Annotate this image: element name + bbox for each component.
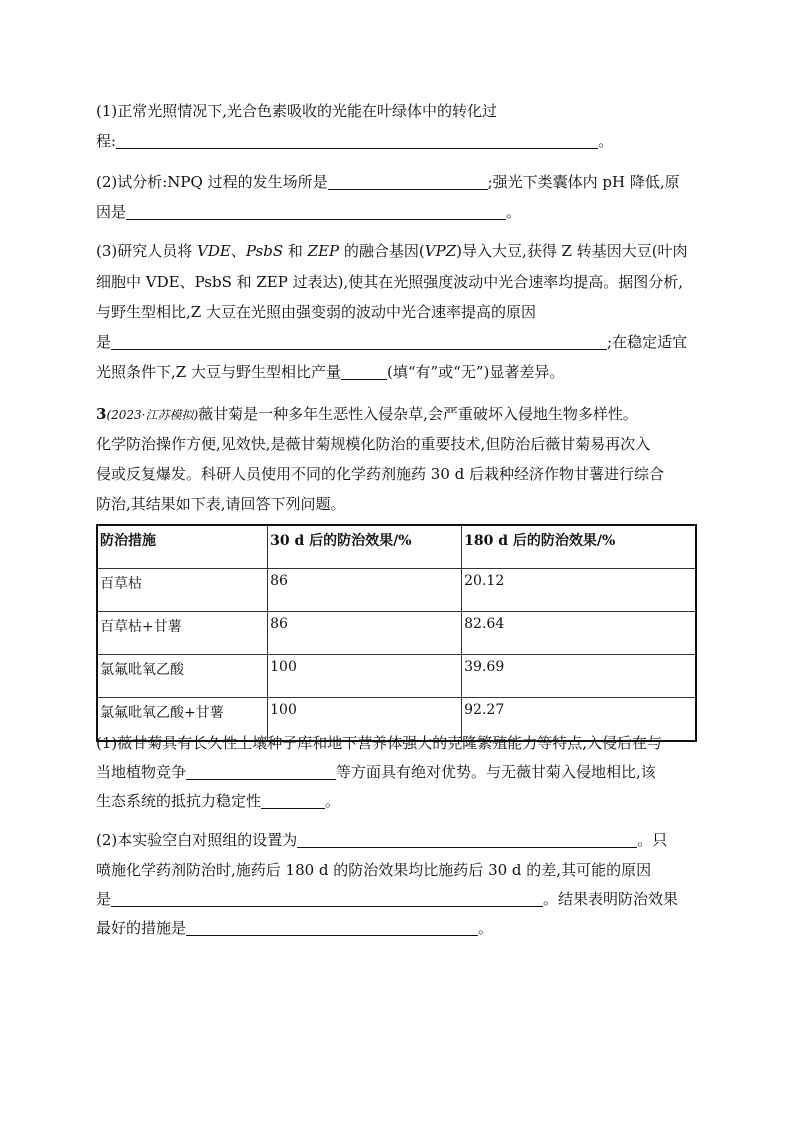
table-header: 180 d 后的防治效果/% bbox=[462, 525, 696, 569]
q2-reason-blank[interactable] bbox=[126, 203, 506, 220]
q1-line2-prefix: 程: bbox=[96, 132, 117, 150]
q3-l1-text-e: )导入大豆,获得 Z 转基因大豆(叶肉 bbox=[456, 242, 688, 260]
p3q1-stability-blank[interactable] bbox=[261, 792, 325, 809]
q2-site-blank[interactable] bbox=[328, 173, 488, 190]
table-cell: 92.27 bbox=[462, 698, 696, 742]
gene-psbs: PsbS bbox=[245, 242, 284, 260]
gene-zep: ZEP bbox=[307, 242, 340, 260]
p3q2-reason-blank[interactable] bbox=[111, 890, 543, 907]
q3-line5-suffix: (填“有”或“无”)显著差异。 bbox=[386, 363, 565, 381]
problem3-line4: 防治,其结果如下表,请回答下列问题。 bbox=[96, 495, 346, 513]
table-header: 30 d 后的防治效果/% bbox=[268, 525, 462, 569]
q2-line2 bbox=[96, 202, 521, 222]
p3q1-line2 bbox=[96, 762, 656, 782]
q3-line4-suffix: ;在稳定适宜 bbox=[607, 333, 688, 351]
p3q1-line2-prefix: 当地植物竞争 bbox=[96, 763, 187, 781]
q1-line1: (1)正常光照情况下,光合色素吸收的光能在叶绿体中的转化过 bbox=[96, 102, 498, 120]
table-cell: 氯氟吡氧乙酸+甘薯 bbox=[97, 698, 268, 742]
p3q2-line4-prefix: 最好的措施是 bbox=[96, 919, 187, 937]
problem-number: 3 bbox=[96, 405, 107, 423]
q3-line4 bbox=[96, 332, 687, 352]
q3-l1-text-b: 、 bbox=[230, 242, 246, 260]
q3-l1-text-c: 和 bbox=[283, 242, 308, 260]
q2-line1-suffix: ;强光下类囊体内 pH 降低,原 bbox=[487, 173, 680, 191]
q2-line2-suffix: 。 bbox=[506, 203, 522, 221]
table-row bbox=[97, 655, 696, 698]
table-row bbox=[97, 569, 696, 612]
problem3-line1-text: 薇甘菊是一种多年生恶性入侵杂草,会严重破坏入侵地生物多样性。 bbox=[198, 405, 638, 423]
p3q1-line3 bbox=[96, 791, 340, 811]
q3-line4-prefix: 是 bbox=[96, 333, 112, 351]
p3q2-line1 bbox=[96, 830, 667, 850]
table-cell: 百草枯+甘薯 bbox=[97, 612, 268, 655]
table-row bbox=[97, 612, 696, 655]
p3q2-control-blank[interactable] bbox=[297, 831, 637, 848]
table-cell: 100 bbox=[268, 698, 462, 742]
table-cell: 82.64 bbox=[462, 612, 696, 655]
p3q2-line1-prefix: (2)本实验空白对照组的设置为 bbox=[96, 831, 298, 849]
gene-vpz: VPZ bbox=[424, 242, 457, 260]
table-cell: 百草枯 bbox=[97, 569, 268, 612]
q1-line2-suffix: 。 bbox=[598, 132, 614, 150]
gene-vde: VDE bbox=[197, 242, 231, 260]
q3-line3: 与野生型相比,Z 大豆在光照由强变弱的波动中光合速率提高的原因 bbox=[96, 303, 536, 321]
results-table bbox=[96, 524, 697, 742]
table-header: 防治措施 bbox=[97, 525, 268, 569]
q3-line2: 细胞中 VDE、PsbS 和 ZEP 过表达),使其在光照强度波动中光合速率均提高。据图分析, bbox=[96, 273, 684, 291]
p3q1-line3-suffix: 。 bbox=[325, 792, 341, 810]
p3q1-line1: (1)薇甘菊具有长久性土壤种子库和地下营养体强大的克隆繁殖能力等特点,入侵后在与 bbox=[96, 734, 663, 752]
p3q2-line4-suffix: 。 bbox=[478, 919, 494, 937]
q3-yield-blank[interactable] bbox=[341, 363, 387, 380]
p3q2-line1-suffix: 。只 bbox=[637, 831, 668, 849]
table-header-row bbox=[97, 525, 696, 569]
p3q2-line3-prefix: 是 bbox=[96, 890, 112, 908]
p3q1-line3-prefix: 生态系统的抵抗力稳定性 bbox=[96, 792, 262, 810]
p3q2-line4 bbox=[96, 918, 493, 938]
q2-line1-prefix: (2)试分析:NPQ 过程的发生场所是 bbox=[96, 173, 328, 191]
p3q1-compete-blank[interactable] bbox=[186, 763, 336, 780]
q3-line5-prefix: 光照条件下,Z 大豆与野生型相比产量 bbox=[96, 363, 341, 381]
table-cell: 39.69 bbox=[462, 655, 696, 698]
problem3-line1 bbox=[96, 404, 638, 425]
problem3-line2: 化学防治操作方便,见效快,是薇甘菊规模化防治的重要技术,但防治后薇甘菊易再次入 bbox=[96, 435, 651, 453]
p3q1-line2-mid: 等方面具有绝对优势。与无薇甘菊入侵地相比,该 bbox=[336, 763, 656, 781]
table-cell: 100 bbox=[268, 655, 462, 698]
q3-l1-text-d: 的融合基因( bbox=[339, 242, 425, 260]
q1-answer-blank[interactable] bbox=[116, 132, 598, 149]
q2-line2-prefix: 因是 bbox=[96, 203, 127, 221]
q3-line1 bbox=[96, 241, 688, 261]
problem-source: (2023·江苏模拟) bbox=[106, 408, 199, 422]
p3q2-line3-suffix: 。结果表明防治效果 bbox=[543, 890, 679, 908]
problem3-line3: 侵或反复爆发。科研人员使用不同的化学药剂施药 30 d 后栽种经济作物甘薯进行综合 bbox=[96, 465, 664, 483]
table-cell: 86 bbox=[268, 612, 462, 655]
table-cell: 86 bbox=[268, 569, 462, 612]
q3-reason-blank[interactable] bbox=[111, 333, 607, 350]
p3q2-line2: 喷施化学药剂防治时,施药后 180 d 的防治效果均比施药后 30 d 的差,其可能的原因 bbox=[96, 861, 652, 879]
table-cell: 氯氟吡氧乙酸 bbox=[97, 655, 268, 698]
p3q2-line3 bbox=[96, 889, 678, 909]
table-cell: 20.12 bbox=[462, 569, 696, 612]
q3-l1-text-a: (3)研究人员将 bbox=[96, 242, 198, 260]
p3q2-best-blank[interactable] bbox=[186, 919, 478, 936]
q1-line2 bbox=[96, 131, 613, 151]
q2-line1 bbox=[96, 172, 680, 192]
q3-line5 bbox=[96, 362, 564, 382]
